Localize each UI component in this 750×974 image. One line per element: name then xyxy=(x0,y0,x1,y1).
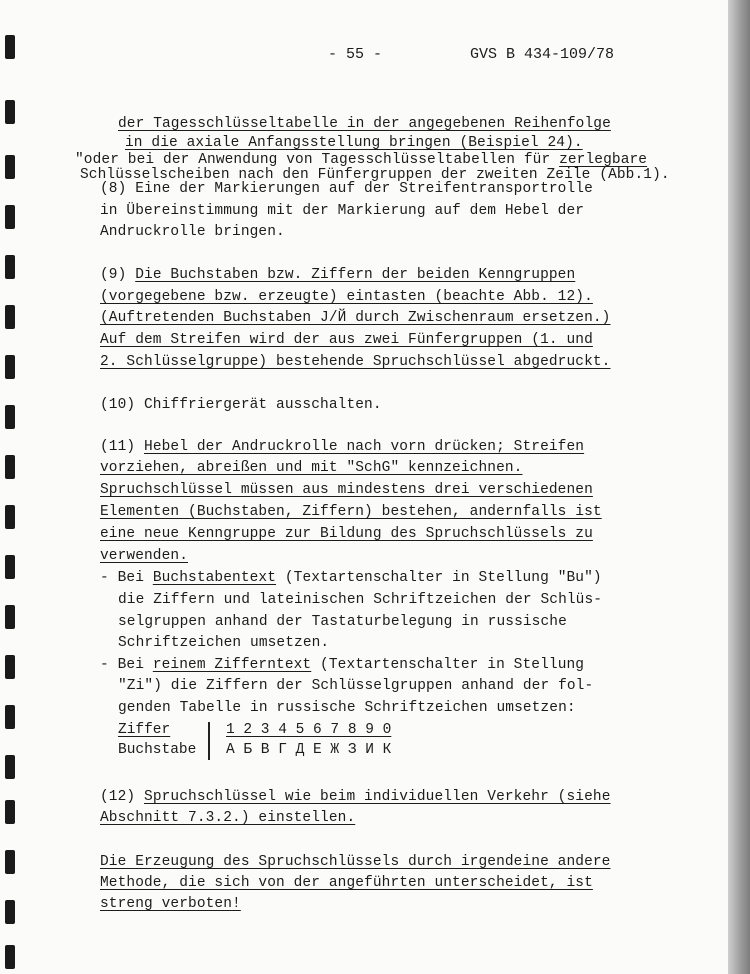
binder-hole xyxy=(5,555,15,579)
document-reference: GVS B 434-109/78 xyxy=(470,46,615,63)
binder-hole xyxy=(5,455,15,479)
binder-hole xyxy=(5,255,15,279)
text-line xyxy=(118,116,611,132)
text-segment: (8) Eine der Markierungen auf der Streifentransportrolle xyxy=(100,181,593,197)
text-line xyxy=(100,354,610,370)
text-line xyxy=(100,896,241,912)
binder-hole xyxy=(5,945,15,969)
text-segment: (11) xyxy=(100,439,145,455)
text-line xyxy=(118,592,602,608)
underlined-text: eine neue Kenngruppe zur Bildung des Spruchschlüssels zu xyxy=(100,526,593,542)
underlined-text: reinem Zifferntext xyxy=(152,657,312,673)
text-segment: (Textartenschalter in Stellung xyxy=(311,657,585,673)
underlined-text: Buchstabentext xyxy=(152,570,277,586)
underlined-text: Die Buchstaben bzw. Ziffern der beiden Kenngruppen xyxy=(135,267,576,283)
text-segment: Schriftzeichen umsetzen. xyxy=(118,635,330,651)
text-segment: - Bei xyxy=(100,657,153,673)
text-line xyxy=(100,203,584,219)
scan-edge-shadow xyxy=(728,0,750,974)
binder-hole xyxy=(5,355,15,379)
binder-hole xyxy=(5,35,15,59)
binder-hole xyxy=(5,900,15,924)
text-segment: (Textartenschalter in Stellung "Bu") xyxy=(276,570,602,586)
binder-hole xyxy=(5,755,15,779)
text-line xyxy=(125,135,583,151)
text-line xyxy=(100,332,593,348)
underlined-text: in die axiale Anfangsstellung bringen (Beispiel 24). xyxy=(125,135,583,151)
text-line xyxy=(100,460,522,476)
underlined-text: Auf dem Streifen wird der aus zwei Fünfergruppen (1. und xyxy=(100,332,593,348)
table-row-label-ziffer: Ziffer xyxy=(118,722,171,738)
underlined-text: Methode, die sich von der angeführten unterscheidet, ist xyxy=(100,875,593,891)
binder-hole xyxy=(5,205,15,229)
underlined-text: der Tagesschlüsseltabelle in der angegebenen Reihenfolge xyxy=(118,116,611,132)
text-line xyxy=(100,504,602,520)
text-line xyxy=(118,635,329,651)
text-segment: Andruckrolle bringen. xyxy=(100,224,285,240)
text-segment: in Übereinstimmung mit der Markierung auf dem Hebel der xyxy=(100,203,585,219)
table-divider xyxy=(208,722,210,760)
text-line xyxy=(100,224,285,240)
text-line xyxy=(118,614,567,630)
binder-hole xyxy=(5,655,15,679)
binder-hole xyxy=(5,605,15,629)
binder-hole xyxy=(5,505,15,529)
underlined-text: zerlegbare xyxy=(559,152,648,168)
text-line xyxy=(100,181,593,197)
underlined-text: Elementen (Buchstaben, Ziffern) bestehen, andernfalls ist xyxy=(100,504,602,520)
text-segment: (12) xyxy=(100,789,145,805)
text-segment: (9) xyxy=(100,267,136,283)
underlined-text: Spruchschlüssel müssen aus mindestens drei verschiedenen xyxy=(100,482,593,498)
text-line xyxy=(100,439,584,455)
underlined-text: Spruchschlüssel wie beim individuellen Verkehr (siehe xyxy=(144,789,611,805)
underlined-text: Hebel der Andruckrolle nach vorn drücken; Streifen xyxy=(144,439,585,455)
binder-hole xyxy=(5,850,15,874)
text-line xyxy=(100,854,610,870)
text-segment: genden Tabelle in russische Schriftzeichen umsetzen: xyxy=(118,700,576,716)
text-line xyxy=(100,875,593,891)
text-line xyxy=(75,152,647,168)
text-line xyxy=(100,289,593,305)
text-segment: (10) Chiffriergerät ausschalten. xyxy=(100,397,382,413)
text-segment: - Bei xyxy=(100,570,153,586)
text-segment: "oder bei der Anwendung von Tagesschlüsseltabellen für xyxy=(75,152,560,168)
binder-hole xyxy=(5,800,15,824)
text-segment: selgruppen anhand der Tastaturbelegung in russische xyxy=(118,614,567,630)
binder-hole xyxy=(5,305,15,329)
text-line xyxy=(100,810,355,826)
table-row-values-buchstabe: А Б В Г Д Е Ж З И К xyxy=(226,742,392,758)
page-number: - 55 - xyxy=(328,46,383,63)
text-line xyxy=(100,548,188,564)
binder-hole xyxy=(5,155,15,179)
text-line xyxy=(118,700,576,716)
binder-hole xyxy=(5,705,15,729)
text-line xyxy=(100,397,382,413)
text-segment: die Ziffern und lateinischen Schriftzeichen der Schlüs- xyxy=(118,592,603,608)
binder-hole xyxy=(5,100,15,124)
underlined-text: 2. Schlüsselgruppe) bestehende Spruchschlüssel abgedruckt. xyxy=(100,354,611,370)
underlined-text: (vorgegebene bzw. erzeugte) eintasten (beachte Abb. 12). xyxy=(100,289,593,305)
text-line xyxy=(100,570,602,586)
underlined-text: vorziehen, abreißen und mit "SchG" kennzeichnen. xyxy=(100,460,523,476)
underlined-text: Die Erzeugung des Spruchschlüssels durch irgendeine andere xyxy=(100,854,611,870)
underlined-text: Abschnitt 7.3.2.) einstellen. xyxy=(100,810,356,826)
underlined-text: verwenden. xyxy=(100,548,189,564)
text-line xyxy=(100,657,584,673)
text-line xyxy=(100,526,593,542)
text-segment: Schlüsselscheiben nach den Fünfergruppen der zweiten Zeile (Abb.1). xyxy=(80,167,670,183)
text-line xyxy=(100,267,575,283)
underlined-text: (Auftretenden Buchstaben J/Й durch Zwischenraum ersetzen.) xyxy=(100,310,611,326)
table-row-label-buchstabe: Buchstabe xyxy=(118,742,197,758)
text-line xyxy=(100,482,593,498)
text-line xyxy=(118,678,593,694)
underlined-text: streng verboten! xyxy=(100,896,241,912)
text-line xyxy=(100,789,611,805)
text-segment: "Zi") die Ziffern der Schlüsselgruppen anhand der fol- xyxy=(118,678,594,694)
table-row-values-ziffer: 1 2 3 4 5 6 7 8 9 0 xyxy=(226,722,392,738)
binder-hole xyxy=(5,405,15,429)
text-line xyxy=(100,310,610,326)
